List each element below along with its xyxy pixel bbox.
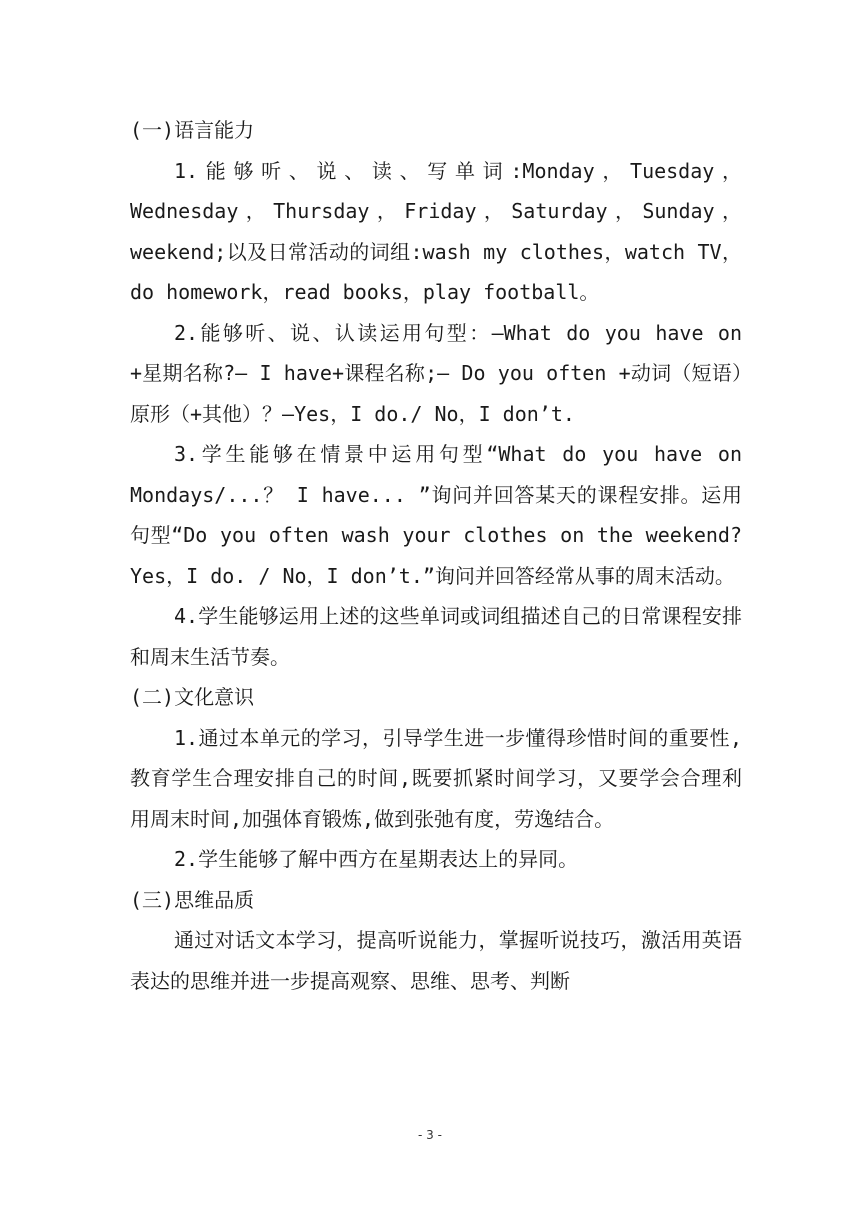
section-heading-cultural-awareness: (二)文化意识 <box>130 685 255 709</box>
paragraph-situational-use: 3.学生能够在情景中运用句型“What do you have on Mondays/...？ I have... ”询问并回答某天的课程安排。运用句型“Do you often wash your clothes on the weekend? Yes，I do. / No，I don’t.”询问并回答经常从事的周末活动。 <box>130 442 742 588</box>
paragraph-thinking: 通过对话文本学习，提高听说能力，掌握听说技巧，激活用英语表达的思维并进一步提高观察、思维、思考、判断 <box>130 928 742 993</box>
page-content <box>130 110 742 1001</box>
paragraph-describe-schedule: 4.学生能够运用上述的这些单词或词组描述自己的日常课程安排和周末生活节奏。 <box>130 604 742 669</box>
paragraph-vocabulary: 1.能够听、说、读、写单词:Monday，Tuesday，Wednesday，Thursday，Friday，Saturday，Sunday，weekend;以及日常活动的词组:wash my clothes，watch TV，do homework，read books，play football。 <box>130 158 742 304</box>
paragraph-week-expression: 2.学生能够了解中西方在星期表达上的异同。 <box>174 847 579 871</box>
paragraph-sentence-patterns: 2.能够听、说、认读运用句型：—What do you have on +星期名称?— I have+课程名称;— Do you often +动词（短语）原形（+其他）？—Yes，I do./ No，I don’t. <box>130 320 742 426</box>
section-heading-thinking-quality: (三)思维品质 <box>130 887 255 912</box>
page-number: - 3 - <box>418 1128 442 1142</box>
paragraph-value-time: 1.通过本单元的学习，引导学生进一步懂得珍惜时间的重要性,教育学生合理安排自己的时间,既要抓紧时间学习，又要学会合理利用周末时间,加强体育锻炼,做到张弛有度，劳逸结合。 <box>130 725 742 831</box>
section-heading-language-ability: (一)语言能力 <box>130 118 255 142</box>
